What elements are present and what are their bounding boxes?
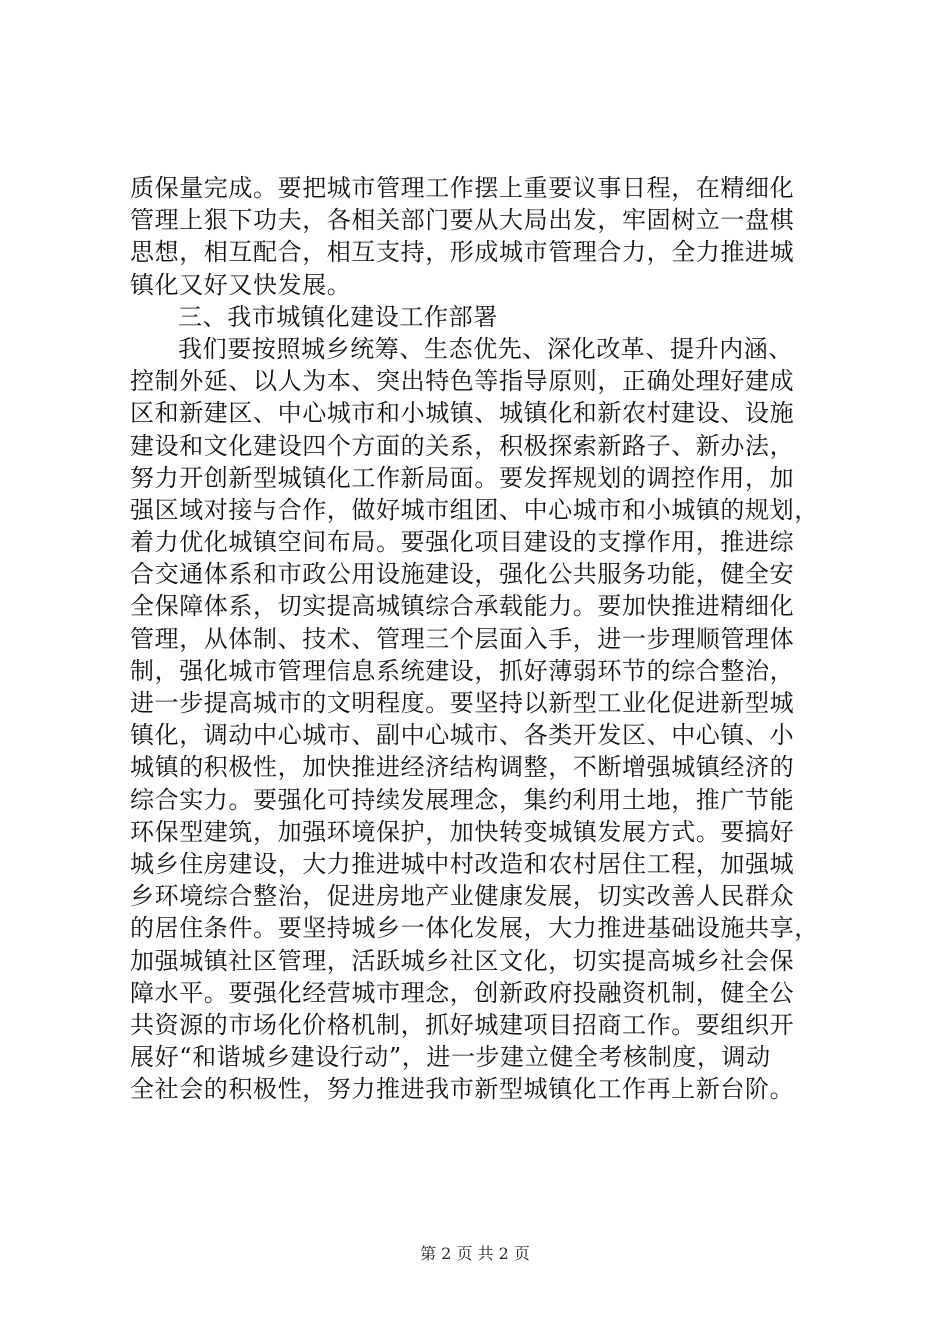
text-line: 进一步提高城市的文明程度。要坚持以新型工业化促进新型城 <box>130 689 795 717</box>
section-heading: 三、我市城镇化建设工作部署 <box>178 302 498 331</box>
text-line: 我们要按照城乡统筹、生态优先、深化改革、提升内涵、 <box>178 334 793 363</box>
text-line: 质保量完成。要把城市管理工作摆上重要议事日程，在精细化 <box>130 174 795 202</box>
text-line: 思想，相互配合，相互支持，形成城市管理合力，全力推进城 <box>130 238 795 267</box>
text-line: 区和新建区、中心城市和小城镇、城镇化和新农村建设、设施 <box>130 399 795 428</box>
text-line: 控制外延、以人为本、突出特色等指导原则，正确处理好建成 <box>130 367 795 396</box>
text-line: 展好“和谐城乡建设行动”，进一步建立健全考核制度，调动 <box>130 1043 771 1072</box>
text-line: 障水平。要强化经营城市理念，创新政府投融资机制，健全公 <box>130 978 795 1007</box>
page-footer <box>0 1244 950 1264</box>
text-line: 管理上狠下功夫，各相关部门要从大局出发，牢固树立一盘棋 <box>130 206 795 235</box>
text-line: 全保障体系，切实提高城镇综合承载能力。要加快推进精细化 <box>130 592 795 621</box>
text-line: 合交通体系和市政公用设施建设，强化公共服务功能，健全安 <box>130 560 795 589</box>
text-line: 制，强化城市管理信息系统建设，抓好薄弱环节的综合整治， <box>130 656 795 685</box>
text-line: 建设和文化建设四个方面的关系，积极探索新路子、新办法， <box>130 431 795 460</box>
text-line: 管理，从体制、技术、管理三个层面入手，进一步理顺管理体 <box>130 624 795 653</box>
text-line: 共资源的市场化价格机制，抓好城建项目招商工作。要组织开 <box>130 1010 795 1039</box>
text-line: 的居住条件。要坚持城乡一体化发展，大力推进基础设施共享， <box>130 914 819 943</box>
text-line: 全社会的积极性，努力推进我市新型城镇化工作再上新台阶。 <box>130 1075 795 1104</box>
text-line: 乡环境综合整治，促进房地产业健康发展，切实改善人民群众 <box>130 882 795 911</box>
text-line: 城乡住房建设，大力推进城中村改造和农村居住工程，加强城 <box>130 849 795 878</box>
text-line: 城镇的积极性，加快推进经济结构调整，不断增强城镇经济的 <box>130 753 795 782</box>
text-line: 着力优化城镇空间布局。要强化项目建设的支撑作用，推进综 <box>130 528 795 557</box>
text-line: 加强城镇社区管理，活跃城乡社区文化，切实提高城乡社会保 <box>130 946 795 975</box>
document-body <box>130 172 830 1105</box>
text-line: 镇化，调动中心城市、副中心城市、各类开发区、中心镇、小 <box>130 721 795 750</box>
text-line: 强区域对接与合作，做好城市组团、中心城市和小城镇的规划， <box>130 495 819 524</box>
page-number-label: 第 2 页 共 2 页 <box>420 1244 530 1263</box>
text-line: 环保型建筑，加强环境保护，加快转变城镇发展方式。要搞好 <box>130 817 795 846</box>
text-line: 努力开创新型城镇化工作新局面。要发挥规划的调控作用，加 <box>130 463 795 492</box>
text-line: 综合实力。要强化可持续发展理念，集约利用土地，推广节能 <box>130 785 795 814</box>
text-line: 镇化又好又快发展。 <box>130 270 352 299</box>
